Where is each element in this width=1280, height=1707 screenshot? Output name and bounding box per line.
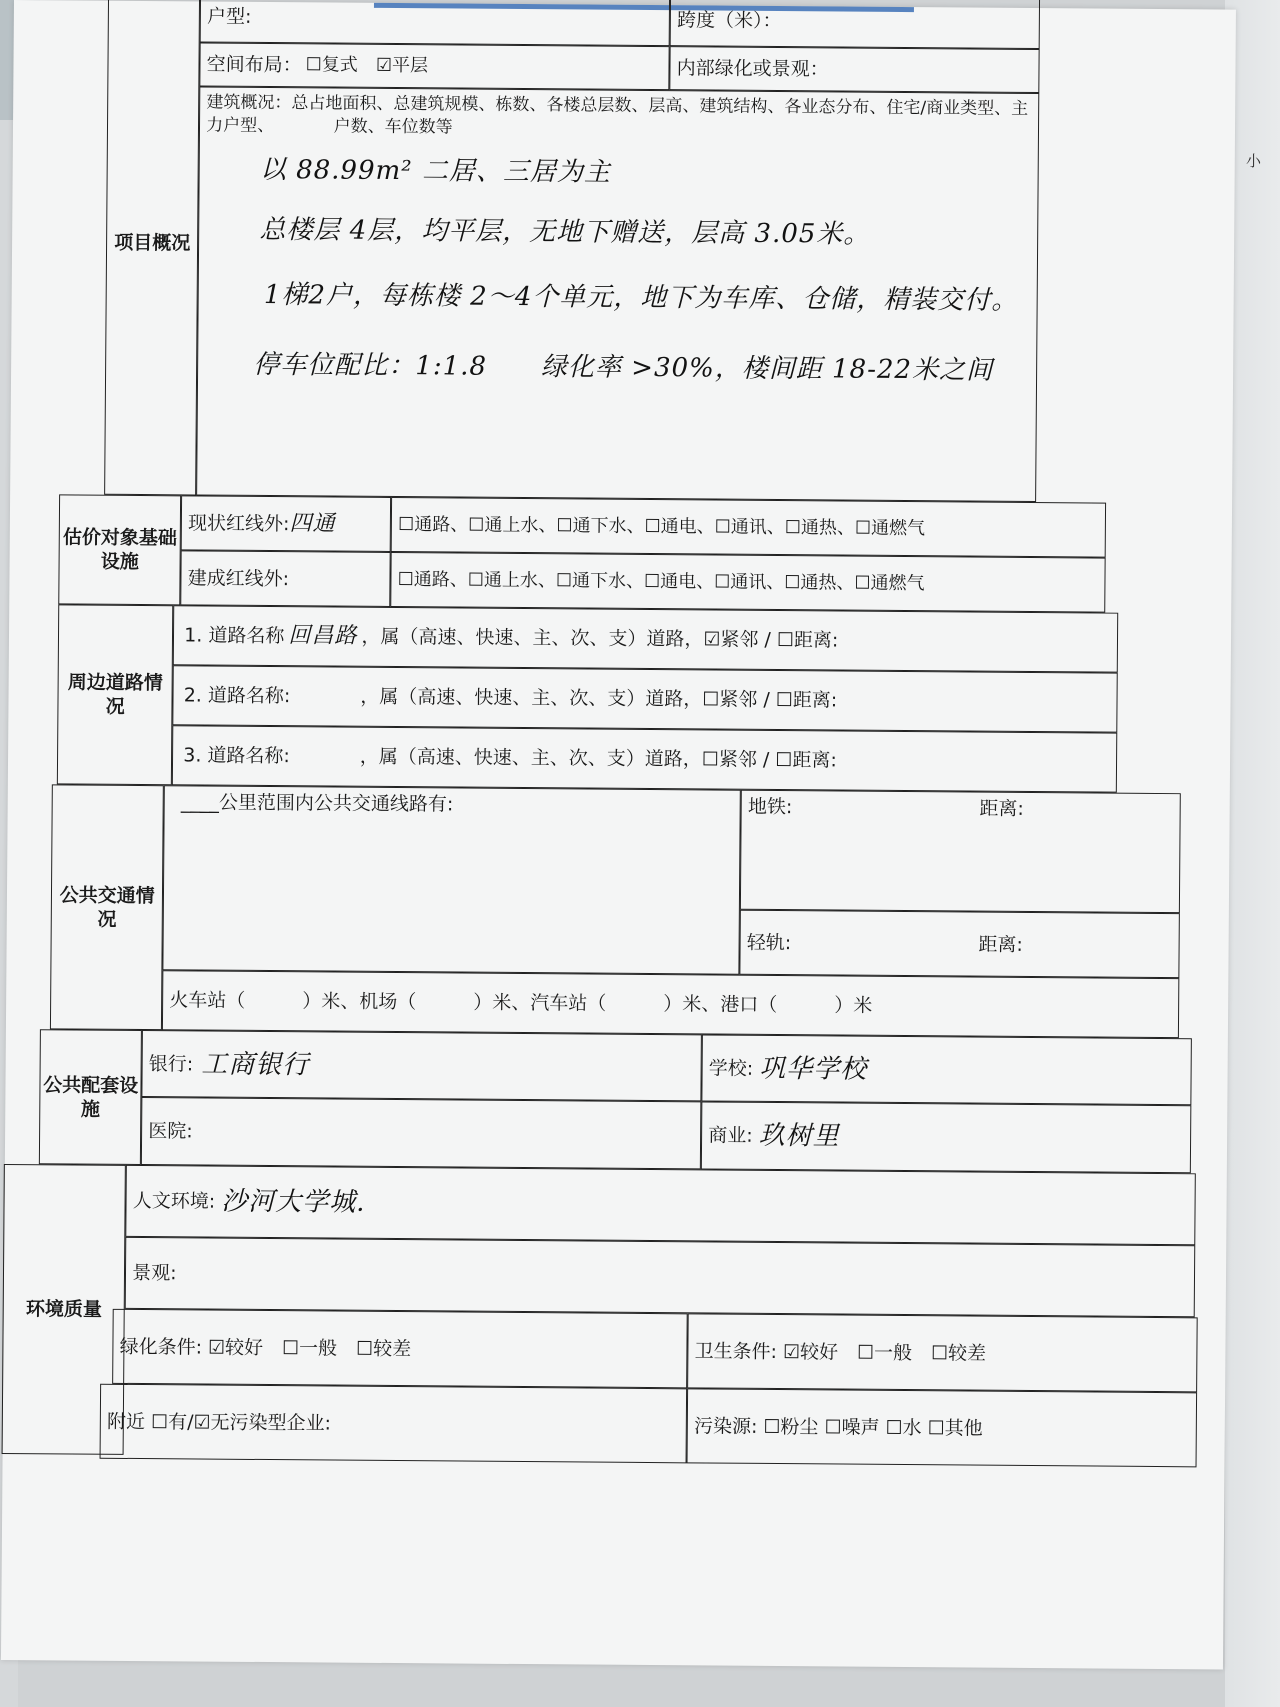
current-redline-value: 四通 <box>289 510 336 537</box>
section-roads <box>57 605 173 786</box>
building-overview-cell[interactable] <box>196 87 1039 503</box>
landscape-label: 景观: <box>132 1262 177 1285</box>
subway-cell[interactable] <box>740 790 1181 913</box>
current-redline-label: 现状红线外: <box>188 512 290 535</box>
road-1-suffix: ，属（高速、快速、主、次、支）道路，☑紧邻 / ☐距离: <box>361 625 839 652</box>
road-3-suffix: ，属（高速、快速、主、次、支）道路，☐紧邻 / ☐距离: <box>359 745 837 772</box>
culture-label: 人文环境: <box>132 1190 216 1213</box>
huxing-label: 户型: <box>206 5 252 29</box>
section-label: 公共配套设施 <box>43 1073 139 1121</box>
commerce-value: 玖树里 <box>758 1121 840 1152</box>
stations-distances: 火车站（ ）米、机场（ ）米、汽车站（ ）米、港口（ ）米 <box>169 989 873 1017</box>
subway-label: 地铁: <box>747 795 793 819</box>
nearby-pollution-label: 附近 ☐有/☑无污染型企业: <box>106 1410 332 1435</box>
culture-value: 沙河大学城. <box>221 1186 366 1218</box>
adjacent-page-text: 小 <box>1246 152 1262 170</box>
section-project-overview <box>104 0 200 496</box>
current-redline-cell[interactable] <box>181 496 391 553</box>
school-cell[interactable] <box>702 1035 1193 1106</box>
road-row-1[interactable] <box>173 605 1118 672</box>
survey-form-table <box>25 0 1199 1559</box>
road-row-2[interactable] <box>173 665 1118 732</box>
section-label: 项目概况 <box>114 231 191 255</box>
pollution-source-label: 污染源: <box>693 1415 758 1438</box>
bus-lines-label: ____公里范围内公共交通线路有: <box>180 791 454 816</box>
pollution-source-cell <box>687 1389 1198 1468</box>
greening-condition-cell <box>112 1309 688 1389</box>
handwritten-line-3: 1梯2户，每栋楼 2～4个单元，地下为车库、仓储，精装交付。 <box>263 280 1019 317</box>
road-3-name[interactable] <box>290 756 360 757</box>
section-infrastructure <box>58 495 181 606</box>
section-transport <box>50 785 164 1031</box>
greening-landscape-cell[interactable] <box>670 46 1040 93</box>
handwritten-line-2: 总楼层 4层，均平层，无地下赠送，层高 3.05米。 <box>259 215 871 250</box>
handwritten-line-4: 停车位配比：1:1.8 绿化率 >30%，楼间距 18-22米之间 <box>253 350 994 386</box>
checkbox-flat[interactable]: ☑平层 <box>375 55 429 77</box>
section-label: 周边道路情况 <box>67 671 163 719</box>
handwritten-line-1: 以 88.99m² 二居、三居为主 <box>259 155 612 188</box>
greening-condition-options[interactable]: ☑较好 ☐一般 ☐较差 <box>207 1336 412 1360</box>
nearby-pollution-cell[interactable] <box>100 1384 688 1464</box>
building-overview-header: 建筑概况：总占地面积、总建筑规模、栋数、各楼总层数、层高、建筑结构、各业态分布、住宅/商业类型、主力户型、 户数、车位数等 <box>206 92 1029 138</box>
span-label: 跨度（米）： <box>676 9 782 33</box>
sanitation-condition-cell <box>687 1314 1198 1393</box>
landscape-cell[interactable] <box>125 1237 1196 1317</box>
sanitation-condition-label: 卫生条件: <box>694 1340 778 1363</box>
commerce-cell[interactable] <box>701 1102 1192 1174</box>
section-label: 公共交通情况 <box>59 884 155 931</box>
section-facilities <box>39 1029 142 1165</box>
subway-distance-label: 距离: <box>979 797 1024 821</box>
hospital-label: 医院: <box>148 1120 193 1143</box>
layout-label: 空间布局： <box>206 53 302 77</box>
sanitation-condition-options[interactable]: ☑较好 ☐一般 ☐较差 <box>782 1340 987 1365</box>
school-label: 学校: <box>708 1057 754 1080</box>
stations-cell[interactable] <box>162 970 1179 1038</box>
commerce-label: 商业: <box>708 1124 753 1148</box>
pollution-source-options[interactable]: ☐粉尘 ☐噪声 ☐水 ☐其他 <box>763 1415 983 1440</box>
lightrail-label: 轻轨: <box>746 931 792 954</box>
greening-condition-label: 绿化条件: <box>119 1335 203 1359</box>
section-label: 估价对象基础设施 <box>62 526 178 574</box>
built-redline-options[interactable] <box>390 552 1105 613</box>
bank-cell[interactable] <box>142 1030 703 1101</box>
lightrail-distance-label: 距离: <box>978 933 1023 956</box>
road-3-prefix: 3. 道路名称: <box>183 744 290 768</box>
lightrail-cell[interactable] <box>740 910 1180 978</box>
hospital-cell[interactable] <box>141 1097 702 1169</box>
checkbox-duplex[interactable]: ☐复式 <box>305 54 358 76</box>
huxing-cell[interactable] <box>200 0 670 46</box>
form-paper <box>1 0 1236 1670</box>
built-utility-options: ☐通路、☐通上水、☐通下水、☐通电、☐通讯、☐通热、☐通燃气 <box>397 568 925 594</box>
road-2-name[interactable] <box>290 696 360 697</box>
layout-cell <box>200 43 670 91</box>
section-label: 环境质量 <box>25 1298 103 1321</box>
bus-lines-cell[interactable] <box>163 785 741 975</box>
span-cell[interactable] <box>670 0 1040 49</box>
road-1-prefix: 1. 道路名称 <box>184 624 285 648</box>
road-2-prefix: 2. 道路名称: <box>183 684 291 708</box>
school-value: 巩华学校 <box>759 1053 868 1085</box>
greening-landscape-label: 内部绿化或景观： <box>676 57 829 81</box>
built-redline-cell[interactable] <box>180 551 390 608</box>
built-redline-label: 建成红线外: <box>187 567 290 590</box>
road-1-name: 回昌路 <box>288 623 358 649</box>
road-2-suffix: ，属（高速、快速、主、次、支）道路，☐紧邻 / ☐距离: <box>360 685 838 712</box>
bank-label: 银行: <box>148 1052 194 1076</box>
current-redline-options[interactable] <box>391 497 1106 558</box>
bank-value: 工商银行 <box>201 1049 310 1081</box>
road-row-3[interactable] <box>172 725 1117 792</box>
culture-cell[interactable] <box>125 1165 1196 1245</box>
current-utility-options: ☐通路、☐通上水、☐通下水、☐通电、☐通讯、☐通热、☐通燃气 <box>398 513 926 539</box>
